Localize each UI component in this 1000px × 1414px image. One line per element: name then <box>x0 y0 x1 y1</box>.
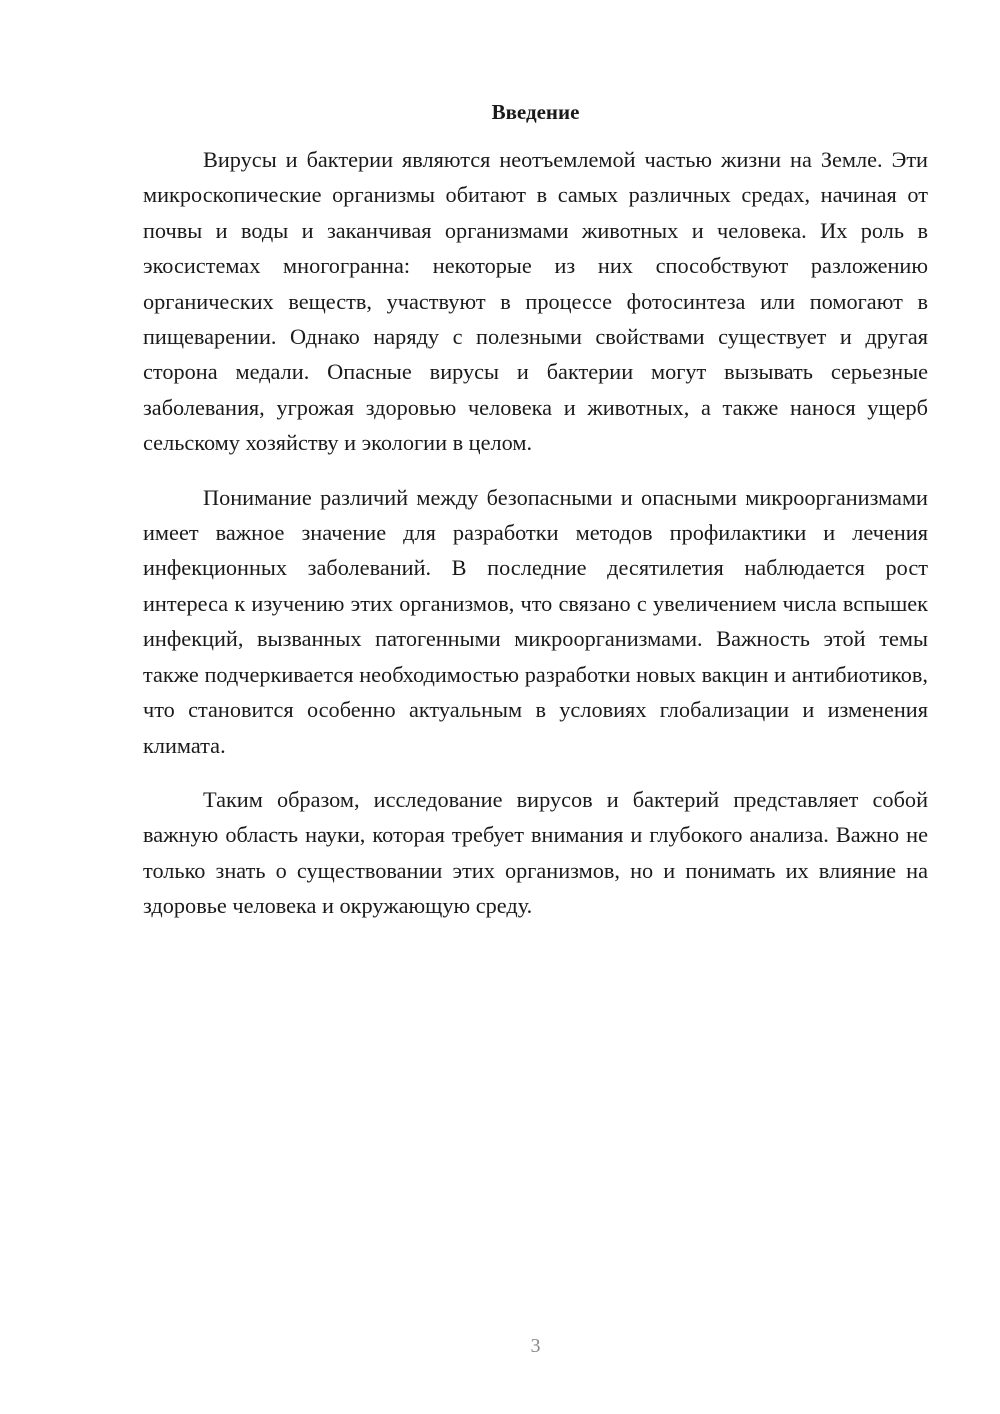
section-title: Введение <box>491 100 580 124</box>
page-number: 3 <box>530 1335 541 1357</box>
paragraph-1: Вирусы и бактерии являются неотъемлемой частью жизни на Земле. Эти микроскопические организмы обитают в самых различных средах, начиная от почвы и воды и заканчивая организмами животных и человека. Их роль в экосистемах многогранна: некоторые из них способствуют разложению органических веществ, участвуют в процессе фотосинтеза или помогают в пищеварении. Однако наряду с полезными свойствами существует и другая сторона медали. Опасные вирусы и бактерии могут вызывать серьезные заболевания, угрожая здоровью человека и животных, а также нанося ущерб сельскому хозяйству и экологии в целом. <box>143 147 928 456</box>
body-text <box>143 142 928 943</box>
paragraph-2: Понимание различий между безопасными и опасными микроорганизмами имеет важное значение для разработки методов профилактики и лечения инфекционных заболеваний. В последние десятилетия наблюдается рост интереса к изучению этих организмов, что связано с увеличением числа вспышек инфекций, вызванных патогенными микроорганизмами. Важность этой темы также подчеркивается необходимостью разработки новых вакцин и антибиотиков, что становится особенно актуальным в условиях глобализации и изменения климата. <box>143 484 928 758</box>
paragraph-3: Таким образом, исследование вирусов и бактерий представляет собой важную область науки, которая требует внимания и глубокого анализа. Важно не только знать о существовании этих организмов, но и понимать их влияние на здоровье человека и окружающую среду. <box>143 786 928 919</box>
